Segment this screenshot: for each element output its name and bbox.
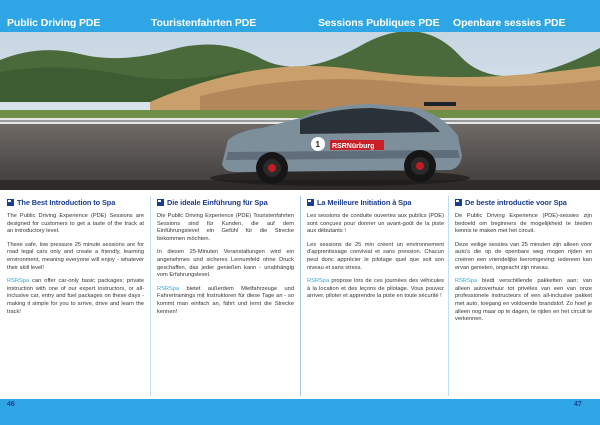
- top-header-bar: [0, 0, 600, 32]
- page-number-left: 46: [7, 401, 15, 408]
- column-paragraph: Les sessions de conduite ouvertes aux publics (PDE) sont conçues pour donner un avant-goût de la piste aux débutants !: [307, 213, 444, 235]
- column-paragraph: RSRSpa can offer car-only basic packages; private instruction with one of our expert instructors, or all-inclusive car, entry and fuel packages on these days - making it simple for you to arrive, drive and learn the track!: [7, 278, 144, 315]
- column-german: [157, 198, 294, 398]
- spread-divider: [300, 196, 301, 396]
- header-openbare-sessies: Openbare sessies PDE: [453, 17, 566, 29]
- column-paragraph: RSRSpa propose lors de ces journées des véhicules à la location et des leçons de pilotage. Vous pouvez arriver, piloter et apprendre la piste en toute sécurité !: [307, 278, 444, 300]
- column-title: La Meilleure Initiation à Spa: [317, 198, 412, 207]
- column-divider: [150, 196, 151, 396]
- column-paragraph: Die Public Driving Experience (PDE) Touristenfahrten Sessions sind für Kunden, die auf dem Einführungslevel ein Gefühl für die Strecke bekommen möchten.: [157, 213, 294, 242]
- header-public-driving: Public Driving PDE: [7, 17, 101, 29]
- car-number: 1: [315, 140, 320, 149]
- header-touristenfahrten: Touristenfahrten PDE: [151, 17, 257, 29]
- flag-icon: [7, 199, 14, 206]
- column-english: [7, 198, 144, 398]
- brand-name: RSRSpa: [157, 285, 180, 292]
- page-number-right: 47: [574, 401, 582, 408]
- flag-icon: [157, 199, 164, 206]
- brand-name: RSRSpa: [455, 278, 478, 285]
- brand-name: RSRSpa: [7, 278, 30, 285]
- brand-name: RSRSpa: [307, 278, 330, 285]
- website-link-left[interactable]: www.RSRSpa.com: [20, 401, 80, 408]
- column-title: The Best Introduction to Spa: [17, 198, 116, 207]
- column-title: De beste introductie voor Spa: [465, 198, 567, 207]
- flag-icon: [307, 199, 314, 206]
- column-paragraph: In diesen 25-Minuten Veranstaltungen wird ein angenehmes und sicheres Lernumfeld ohne Druck geschaffen, das jeder genießen kann - unabhängig vom Erfahrungslevel.: [157, 249, 294, 279]
- column-paragraph: These safe, low pressure 25 minute sessions are for road legal cars only and create a friendly, learning environment, meaning everyone will enjoy - whatever their skill level!: [7, 241, 144, 271]
- column-paragraph: RSRSpa bietet außerdem Mietfahrzeuge und Fahrertrainings mit Instruktoren für diese Tage an - so kommt man einfach an, fährt und lernt die Strecke kennen!: [157, 285, 294, 315]
- column-paragraph: Les sessions de 25 min créent un environnement d'apprentissage convivial et sans pression. Chacun peut donc apprécier le pilotage quel que soit son niveau et sans stress.: [307, 241, 444, 271]
- column-paragraph: Deze veilige sessies van 25 minuten zijn alleen voor auto's die op de openbare weg mogen rijden en creëren een vriendelijke leeromgeving: iedereen kan ervan genieten, ongeacht zijn niveau.: [455, 241, 592, 271]
- column-paragraph: The Public Driving Experience (PDE) Sessions are designed for customers to get a taste of the track at an introductory level.: [7, 213, 144, 235]
- column-dutch: [455, 198, 592, 398]
- flag-icon: [455, 199, 462, 206]
- column-divider: [448, 196, 449, 396]
- column-paragraph: RSRSpa biedt verschillende pakketten aan; van alleen autoverhuur tot privéles van een van onze professionele instructeurs of een all-inclusive pakket met auto, toegang en voldoende brandstof. Zo hoef je alleen nog maar op te dagen, te rijden en het circuit te verkennen.: [455, 278, 592, 323]
- column-paragraph: De Public Driving Experience (PDE)-sessies zijn bedoeld om beginners de mogelijkheid te bieden kennis te maken met het circuit.: [455, 213, 592, 235]
- car-livery-text: RSRNürburg: [332, 143, 375, 150]
- header-sessions-publiques: Sessions Publiques PDE: [318, 17, 440, 29]
- website-link-right[interactable]: www.RSRSpa.com: [510, 401, 570, 408]
- column-french: [307, 198, 444, 398]
- column-title: Die ideale Einführung für Spa: [167, 198, 268, 207]
- hero-photo-car-on-track: [0, 32, 600, 190]
